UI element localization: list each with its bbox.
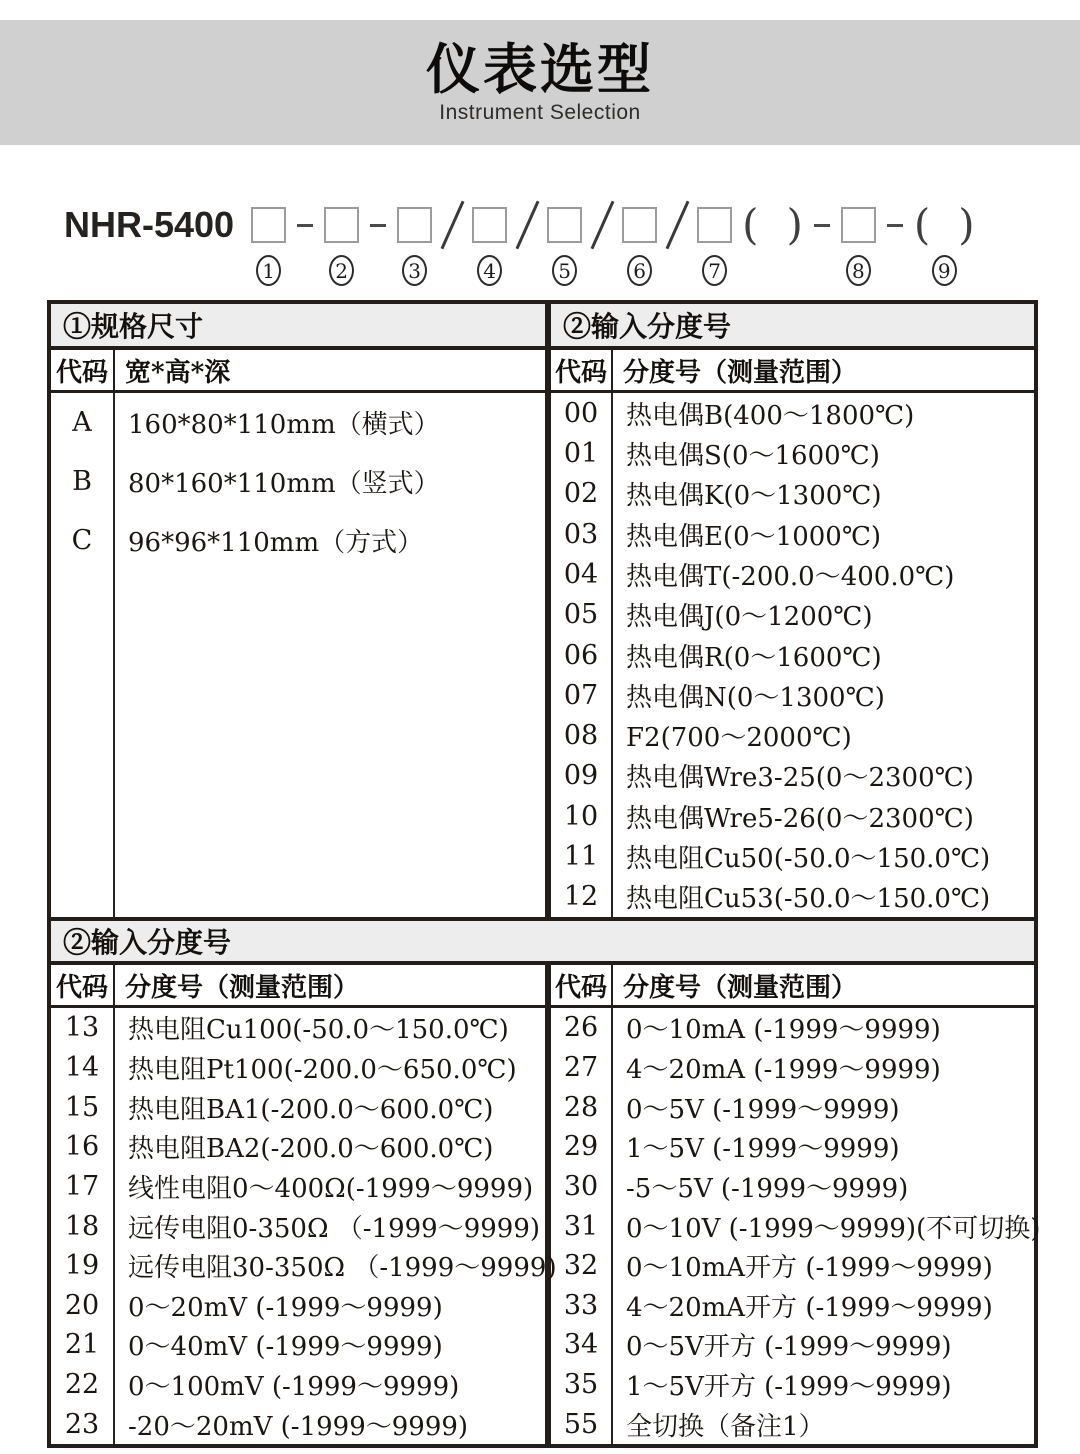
table-row [51, 1167, 545, 1207]
table-row [551, 796, 1034, 836]
row-desc: 热电偶R(0～1600℃) [626, 642, 882, 673]
table-row [551, 595, 1034, 635]
table-row [51, 1325, 545, 1365]
position-marker-9: 9 [932, 255, 957, 286]
row-desc: 热电偶T(-200.0～400.0℃) [626, 561, 955, 592]
row-code: 29 [551, 1127, 613, 1167]
paren-group-9 [914, 201, 975, 286]
col-header-range: 分度号（测量范围） [125, 972, 360, 1003]
row-code: 55 [551, 1404, 613, 1444]
model-box-2 [324, 207, 359, 243]
row-code: 05 [551, 595, 613, 635]
row-code: 19 [51, 1246, 115, 1286]
position-marker-2: 2 [329, 255, 354, 286]
page-subtitle: Instrument Selection [439, 100, 641, 124]
model-slot-1 [251, 201, 286, 286]
row-desc: 热电阻Pt100(-200.0～650.0℃) [128, 1054, 517, 1085]
table-row [551, 474, 1034, 514]
col-header-code: 代码 [551, 350, 613, 390]
row-code: 07 [551, 675, 613, 715]
slash-icon [590, 201, 614, 250]
table-row [51, 452, 545, 511]
row-code: 14 [51, 1048, 115, 1088]
table-row [51, 1127, 545, 1167]
table-row [551, 836, 1034, 876]
table-row [51, 1048, 545, 1088]
page-title: 仪表选型 [426, 39, 654, 100]
row-desc: 1～5V开方 (-1999～9999) [626, 1372, 952, 1403]
row-code: 04 [551, 554, 613, 594]
dash-icon [297, 224, 313, 227]
paren-close: ) [786, 200, 803, 249]
row-desc: 热电偶Wre3-25(0～2300℃) [626, 763, 974, 794]
table-row [51, 1206, 545, 1246]
dash-icon [887, 224, 903, 227]
table-row [551, 1167, 1040, 1207]
row-code: 01 [551, 433, 613, 473]
row-code: 03 [551, 514, 613, 554]
slash-separator [667, 201, 687, 249]
position-marker-4: 4 [477, 255, 502, 286]
model-segments [246, 201, 980, 286]
table-row [551, 1285, 1040, 1325]
row-code: 21 [51, 1325, 115, 1365]
col-header-dims: 宽*高*深 [125, 357, 231, 388]
table-row [51, 393, 545, 452]
paren-close: ) [958, 200, 975, 249]
row-desc: 0～5V (-1999～9999) [626, 1094, 900, 1125]
row-desc: 热电阻BA2(-200.0～600.0℃) [128, 1134, 494, 1165]
model-slot-5 [547, 201, 582, 286]
row-code: 32 [551, 1246, 613, 1286]
row-desc: 热电阻BA1(-200.0～600.0℃) [128, 1094, 494, 1125]
row-code: A [51, 393, 115, 452]
input-rows-left [51, 1008, 557, 1444]
row-desc: 热电偶J(0～1200℃) [626, 602, 873, 633]
table-row [551, 1246, 1040, 1286]
position-marker-6: 6 [627, 255, 652, 286]
model-box-3 [397, 207, 432, 243]
slash-separator [592, 201, 612, 249]
selection-tables [47, 300, 1041, 1448]
row-desc: 160*80*110mm（横式） [128, 410, 440, 440]
row-desc: 80*160*110mm（竖式） [128, 469, 440, 499]
section2-body [51, 1008, 1041, 1444]
position-marker-1: 1 [256, 255, 281, 286]
row-desc: F2(700～2000℃) [626, 723, 852, 754]
table-row [551, 554, 1034, 594]
row-desc: 0～100mV (-1999～9999) [128, 1372, 460, 1403]
section-title-spec: ①规格尺寸 [51, 304, 551, 346]
col-header-code: 代码 [51, 965, 115, 1005]
row-desc: 远传电阻0-350Ω （-1999～9999) [128, 1213, 541, 1244]
table-row [51, 1404, 545, 1444]
row-code: 02 [551, 474, 613, 514]
row-code: 06 [551, 635, 613, 675]
table-row [551, 756, 1034, 796]
row-desc: 96*96*110mm（方式） [128, 528, 424, 558]
model-slot-8 [841, 201, 876, 286]
row-code: 18 [51, 1206, 115, 1246]
table-row [551, 1048, 1040, 1088]
row-code: 34 [551, 1325, 613, 1365]
row-desc: 热电阻Cu50(-50.0～150.0℃) [626, 844, 991, 875]
model-box-4 [472, 207, 507, 243]
dash-icon [370, 224, 386, 227]
row-code: 22 [51, 1365, 115, 1405]
row-code: 27 [551, 1048, 613, 1088]
section2-header-band: ②输入分度号 [51, 921, 1034, 965]
section-title-input: ②输入分度号 [563, 311, 732, 342]
table-row [51, 511, 545, 570]
row-desc: 热电偶S(0～1600℃) [626, 440, 880, 471]
table-row [551, 1008, 1040, 1048]
input-table-continued [47, 921, 1041, 1448]
col-header-code: 代码 [51, 350, 115, 390]
table-row [551, 877, 1034, 917]
dash-separator [886, 201, 904, 249]
col-header-code: 代码 [551, 965, 613, 1005]
empty-row [51, 570, 545, 917]
row-desc: 热电偶B(400～1800℃) [626, 400, 915, 431]
row-desc: 热电偶K(0～1300℃) [626, 481, 882, 512]
model-box-7 [697, 207, 732, 243]
table-row [51, 1285, 545, 1325]
row-code: C [51, 511, 115, 570]
dash-separator [296, 201, 314, 249]
table-row [551, 433, 1034, 473]
section1-column-headers [51, 350, 1034, 393]
table-row [551, 1404, 1040, 1444]
row-code: 23 [51, 1404, 115, 1444]
row-desc: 4～20mA (-1999～9999) [626, 1054, 941, 1085]
position-marker-3: 3 [402, 255, 427, 286]
row-code: 13 [51, 1008, 115, 1048]
table-row [51, 1087, 545, 1127]
position-marker-5: 5 [552, 255, 577, 286]
col-header-range: 分度号（测量范围） [623, 357, 858, 388]
row-code: 11 [551, 836, 613, 876]
row-desc: 热电偶Wre5-26(0～2300℃) [626, 803, 974, 834]
table-row [551, 1365, 1040, 1405]
row-code: 35 [551, 1365, 613, 1405]
row-code: 33 [551, 1285, 613, 1325]
input-rows-right [551, 1008, 1040, 1444]
model-box-8 [841, 207, 876, 243]
row-code: 31 [551, 1206, 613, 1246]
row-desc: 热电阻Cu53(-50.0～150.0℃) [626, 884, 991, 915]
model-slot-4 [472, 201, 507, 286]
row-code: 28 [551, 1087, 613, 1127]
table-row [551, 635, 1034, 675]
dash-separator [813, 201, 831, 249]
row-desc: 热电阻Cu100(-50.0～150.0℃) [128, 1015, 509, 1046]
table-row [551, 675, 1034, 715]
section1-body [51, 393, 1034, 917]
spec-rows [51, 393, 551, 917]
row-desc: 线性电阻0～400Ω(-1999～9999) [128, 1173, 534, 1204]
row-desc: 0～10mA (-1999～9999) [626, 1015, 941, 1046]
model-slot-2 [324, 201, 359, 286]
row-desc [115, 570, 545, 917]
row-code: 26 [551, 1008, 613, 1048]
slash-icon [440, 201, 464, 250]
position-marker-8: 8 [846, 255, 871, 286]
dash-separator [369, 201, 387, 249]
row-desc: 全切换（备注1） [626, 1411, 825, 1442]
table-row [551, 1127, 1040, 1167]
row-code: 20 [51, 1285, 115, 1325]
row-desc: 热电偶N(0～1300℃) [626, 682, 885, 713]
paren-open: ( [742, 200, 759, 249]
row-desc: 1～5V (-1999～9999) [626, 1134, 900, 1165]
table-row [551, 716, 1034, 756]
model-prefix: NHR-5400 [64, 204, 235, 245]
row-desc: 0～20mV (-1999～9999) [128, 1292, 443, 1323]
model-code-line [64, 201, 1080, 286]
row-desc: 0～40mV (-1999～9999) [128, 1332, 443, 1363]
col-header-range: 分度号（测量范围） [623, 972, 858, 1003]
row-code: 15 [51, 1087, 115, 1127]
slash-separator [517, 201, 537, 249]
paren-group [742, 201, 803, 249]
slash-separator [442, 201, 462, 249]
dash-icon [814, 224, 830, 227]
model-slot-7 [697, 201, 732, 286]
table-row [551, 514, 1034, 554]
table-row [551, 1206, 1040, 1246]
row-desc: 热电偶E(0～1000℃) [626, 521, 882, 552]
row-code: 08 [551, 716, 613, 756]
model-box-1 [251, 207, 286, 243]
paren-open: ( [913, 200, 931, 249]
row-code: 00 [551, 393, 613, 433]
table-row [51, 1246, 557, 1286]
row-code: B [51, 452, 115, 511]
table-row [551, 393, 1034, 433]
row-code: 17 [51, 1167, 115, 1207]
table-row [551, 1087, 1040, 1127]
section1-header-band [51, 304, 1034, 350]
row-code: 12 [551, 877, 613, 917]
model-box-5 [547, 207, 582, 243]
row-code: 30 [551, 1167, 613, 1207]
model-slot-3 [397, 201, 432, 286]
position-marker-7: 7 [702, 255, 727, 286]
row-desc: 0～10mA开方 (-1999～9999) [626, 1253, 993, 1284]
row-code: 09 [551, 756, 613, 796]
table-row [51, 1365, 545, 1405]
title-band [0, 20, 1080, 145]
model-slot-6 [622, 201, 657, 286]
model-box-6 [622, 207, 657, 243]
row-code: 16 [51, 1127, 115, 1167]
slash-icon [665, 201, 689, 250]
row-desc: 远传电阻30-350Ω （-1999～9999) [128, 1253, 557, 1284]
slash-icon [515, 201, 539, 250]
row-code [51, 570, 115, 917]
row-desc: -5～5V (-1999～9999) [626, 1173, 909, 1204]
spec-and-input-table [47, 300, 1038, 921]
table-row [51, 1008, 545, 1048]
row-desc: 0～10V (-1999～9999)(不可切换) [626, 1213, 1041, 1244]
input-rows [551, 393, 1034, 917]
section2-column-headers [51, 965, 1034, 1008]
table-row [551, 1325, 1040, 1365]
row-desc: 4～20mA开方 (-1999～9999) [626, 1292, 993, 1323]
row-desc: -20～20mV (-1999～9999) [128, 1411, 469, 1442]
row-code: 10 [551, 796, 613, 836]
row-desc: 0～5V开方 (-1999～9999) [626, 1332, 952, 1363]
